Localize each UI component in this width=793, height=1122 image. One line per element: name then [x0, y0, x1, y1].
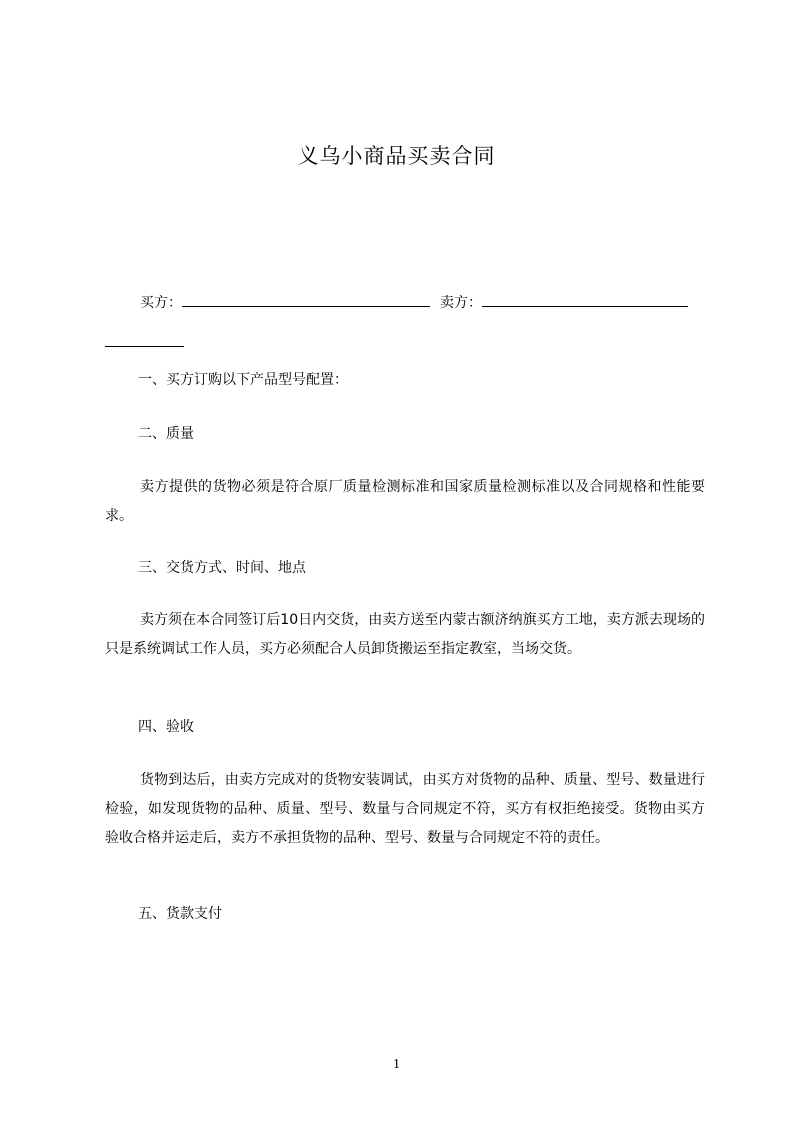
- section-heading-1: 一、买方订购以下产品型号配置：: [138, 372, 348, 388]
- section-body-4: 货物到达后，由卖方完成对的货物安装调试，由买方对货物的品种、质量、型号、数量进行检验，如发现货物的品种、质量、型号、数量与合同规定不符，买方有权拒绝接受。货物由买方验收合格并运走后，卖方不承担货物的品种、型号、数量与合同规定不符的责任。: [105, 772, 705, 846]
- seller-blank-continued: [105, 332, 184, 347]
- section-heading-2: 二、质量: [138, 426, 194, 442]
- buyer-blank: [182, 292, 430, 307]
- buyer-label: 买方：: [140, 295, 182, 311]
- page-number: 1: [393, 1057, 400, 1072]
- seller-label: 卖方：: [440, 295, 482, 311]
- section-heading-3: 三、交货方式、时间、地点: [138, 560, 306, 576]
- section-heading-4: 四、验收: [138, 719, 194, 735]
- section-body-3: 卖方须在本合同签订后10日内交货，由卖方送至内蒙古额济纳旗买方工地，卖方派去现场的只是系统调试工作人员，买方必须配合人员卸货搬运至指定教室，当场交货。: [105, 612, 705, 657]
- parties-line: [105, 288, 705, 347]
- section-body-2: 卖方提供的货物必须是符合原厂质量检测标准和国家质量检测标准以及合同规格和性能要求。: [105, 479, 705, 524]
- seller-blank: [482, 292, 688, 307]
- section-heading-5: 五、货款支付: [138, 906, 222, 922]
- document-title: 义乌小商品买卖合同: [297, 144, 496, 168]
